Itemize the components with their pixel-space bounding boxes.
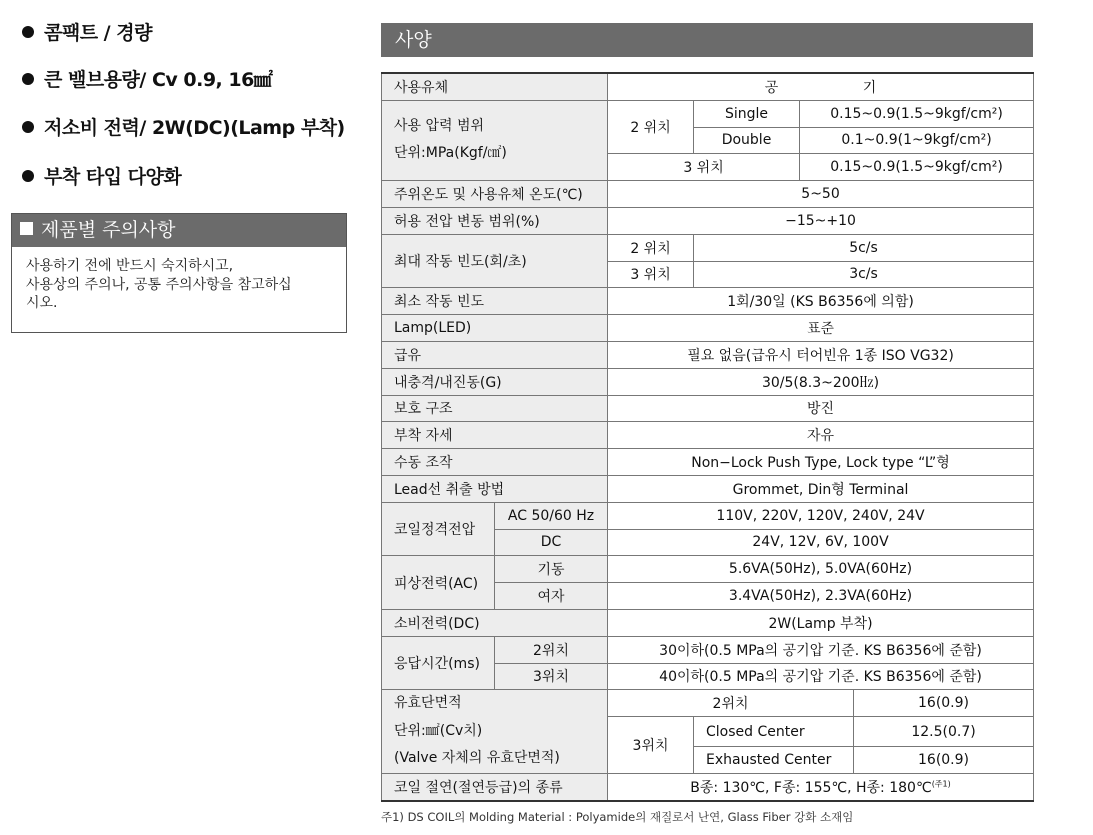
- maxfreq-label: 최대 작동 빈도(회/초): [382, 234, 608, 288]
- insulation-label: 코일 절연(절연등급)의 종류: [382, 773, 608, 800]
- square-bullet-icon: [20, 222, 33, 235]
- bullet-icon: [22, 26, 34, 38]
- temp-value: 5~50: [608, 181, 1034, 208]
- footnote: 주1) DS COIL의 Molding Material : Polyamide의 재질로서 난연, Glass Fiber 강화 소재임: [381, 810, 854, 824]
- double-label: Double: [694, 127, 800, 154]
- single-label: Single: [694, 100, 800, 127]
- table-row: [382, 100, 1034, 127]
- voltage-var-value: −15~+10: [608, 207, 1034, 234]
- lead-label: Lead선 취출 방법: [382, 475, 608, 502]
- table-row: [382, 395, 1034, 422]
- table-row: [382, 609, 1034, 636]
- eff-3pos-label: 3위치: [608, 717, 694, 774]
- table-row: [382, 502, 1034, 529]
- manual-value: Non−Lock Push Type, Lock type “L”형: [608, 449, 1034, 476]
- exhausted-center-value: 16(0.9): [854, 747, 1034, 774]
- consume-value: 2W(Lamp 부착): [608, 609, 1034, 636]
- table-row: [382, 773, 1034, 800]
- coil-dc-value: 24V, 12V, 6V, 100V: [608, 529, 1034, 556]
- fluid-label: 사용유체: [382, 73, 608, 100]
- lead-value: Grommet, Din형 Terminal: [608, 475, 1034, 502]
- maxfreq-3pos-value: 3c/s: [694, 261, 1034, 288]
- mount-value: 자유: [608, 422, 1034, 449]
- table-row: [382, 181, 1034, 208]
- shock-value: 30/5(8.3~200㎐): [608, 368, 1034, 395]
- double-value: 0.1~0.9(1~9kgf/cm²): [800, 127, 1034, 154]
- table-row: [382, 556, 1034, 583]
- pressure-3pos-value: 0.15~0.9(1.5~9kgf/cm²): [800, 154, 1034, 181]
- maxfreq-2pos: 2 위치: [608, 234, 694, 261]
- shock-label: 내충격/내진동(G): [382, 368, 608, 395]
- footnote-marker: (주1): [931, 779, 951, 789]
- table-row: [382, 207, 1034, 234]
- bullet-icon: [22, 170, 34, 182]
- feature-item: [22, 16, 152, 50]
- spec-title: 사양: [381, 23, 1033, 57]
- excite-label: 여자: [495, 583, 608, 610]
- resp-3pos-value: 40이하(0.5 MPa의 공기압 기준. KS B6356에 준함): [608, 663, 1034, 690]
- closed-center-value: 12.5(0.7): [854, 717, 1034, 747]
- mount-label: 부착 자세: [382, 422, 608, 449]
- start-value: 5.6VA(50Hz), 5.0VA(60Hz): [608, 556, 1034, 583]
- eff-2pos-label: 2위치: [608, 690, 854, 717]
- coil-label: 코일정격전압: [382, 502, 495, 556]
- pressure-3pos: 3 위치: [608, 154, 800, 181]
- table-row: [382, 368, 1034, 395]
- minfreq-label: 최소 작동 빈도: [382, 288, 608, 315]
- minfreq-value: 1회/30일 (KS B6356에 의함): [608, 288, 1034, 315]
- spec-table: [381, 72, 1034, 802]
- consume-label: 소비전력(DC): [382, 609, 608, 636]
- single-value: 0.15~0.9(1.5~9kgf/cm²): [800, 100, 1034, 127]
- caution-box: [11, 213, 347, 333]
- insulation-value: B종: 130℃, F종: 155℃, H종: 180℃$^{(주1)}$: [608, 773, 1034, 800]
- excite-value: 3.4VA(50Hz), 2.3VA(60Hz): [608, 583, 1034, 610]
- coil-ac-label: AC 50/60 Hz: [495, 502, 608, 529]
- table-row: [382, 73, 1034, 100]
- feature-text: 콤팩트 / 경량: [44, 22, 152, 44]
- feature-text: 부착 타입 다양화: [44, 166, 182, 188]
- table-row: [382, 636, 1034, 663]
- caution-title: 제품별 주의사항: [41, 219, 176, 241]
- lub-value: 필요 없음(급유시 터어빈유 1종 ISO VG32): [608, 341, 1034, 368]
- voltage-var-label: 허용 전압 변동 범위(%): [382, 207, 608, 234]
- coil-dc-label: DC: [495, 529, 608, 556]
- fluid-value: 공 기: [608, 73, 1034, 100]
- feature-item: [22, 160, 181, 194]
- feature-item: [22, 63, 272, 97]
- apparent-label: 피상전력(AC): [382, 556, 495, 610]
- start-label: 기동: [495, 556, 608, 583]
- closed-center-label: Closed Center: [694, 717, 854, 747]
- table-row: [382, 690, 1034, 717]
- table-row: [382, 234, 1034, 261]
- table-row: [382, 288, 1034, 315]
- coil-ac-value: 110V, 220V, 120V, 240V, 24V: [608, 502, 1034, 529]
- lamp-label: Lamp(LED): [382, 315, 608, 342]
- response-label: 응답시간(ms): [382, 636, 495, 690]
- caution-text: [12, 247, 346, 313]
- protect-label: 보호 구조: [382, 395, 608, 422]
- pressure-label: 사용 압력 범위 단위:MPa(Kgf/㎠): [382, 100, 608, 180]
- caution-header: [12, 214, 346, 247]
- bullet-icon: [22, 121, 34, 133]
- temp-label: 주위온도 및 사용유체 온도(℃): [382, 181, 608, 208]
- maxfreq-2pos-value: 5c/s: [694, 234, 1034, 261]
- table-row: [382, 475, 1034, 502]
- feature-text: 저소비 전력/ 2W(DC)(Lamp 부착): [44, 117, 345, 139]
- eff-area-label: 유효단면적 단위:㎟(Cv치) (Valve 자체의 유효단면적): [382, 690, 608, 774]
- table-row: [382, 422, 1034, 449]
- exhausted-center-label: Exhausted Center: [694, 747, 854, 774]
- lamp-value: 표준: [608, 315, 1034, 342]
- maxfreq-3pos: 3 위치: [608, 261, 694, 288]
- caution-line: 사용하기 전에 반드시 숙지하시고,: [26, 258, 234, 274]
- table-row: [382, 449, 1034, 476]
- feature-text: 큰 밸브용량/ Cv 0.9, 16㎟: [44, 69, 273, 91]
- eff-2pos-value: 16(0.9): [854, 690, 1034, 717]
- protect-value: 방진: [608, 395, 1034, 422]
- feature-item: [22, 111, 345, 145]
- pressure-2pos: 2 위치: [608, 100, 694, 154]
- resp-2pos-value: 30이하(0.5 MPa의 공기압 기준. KS B6356에 준함): [608, 636, 1034, 663]
- table-row: [382, 341, 1034, 368]
- manual-label: 수동 조작: [382, 449, 608, 476]
- caution-line: 시오.: [26, 295, 58, 311]
- caution-line: 사용상의 주의나, 공통 주의사항을 참고하십: [26, 276, 292, 293]
- resp-3pos-label: 3위치: [495, 663, 608, 690]
- bullet-icon: [22, 73, 34, 85]
- resp-2pos-label: 2위치: [495, 636, 608, 663]
- table-row: [382, 315, 1034, 342]
- lub-label: 급유: [382, 341, 608, 368]
